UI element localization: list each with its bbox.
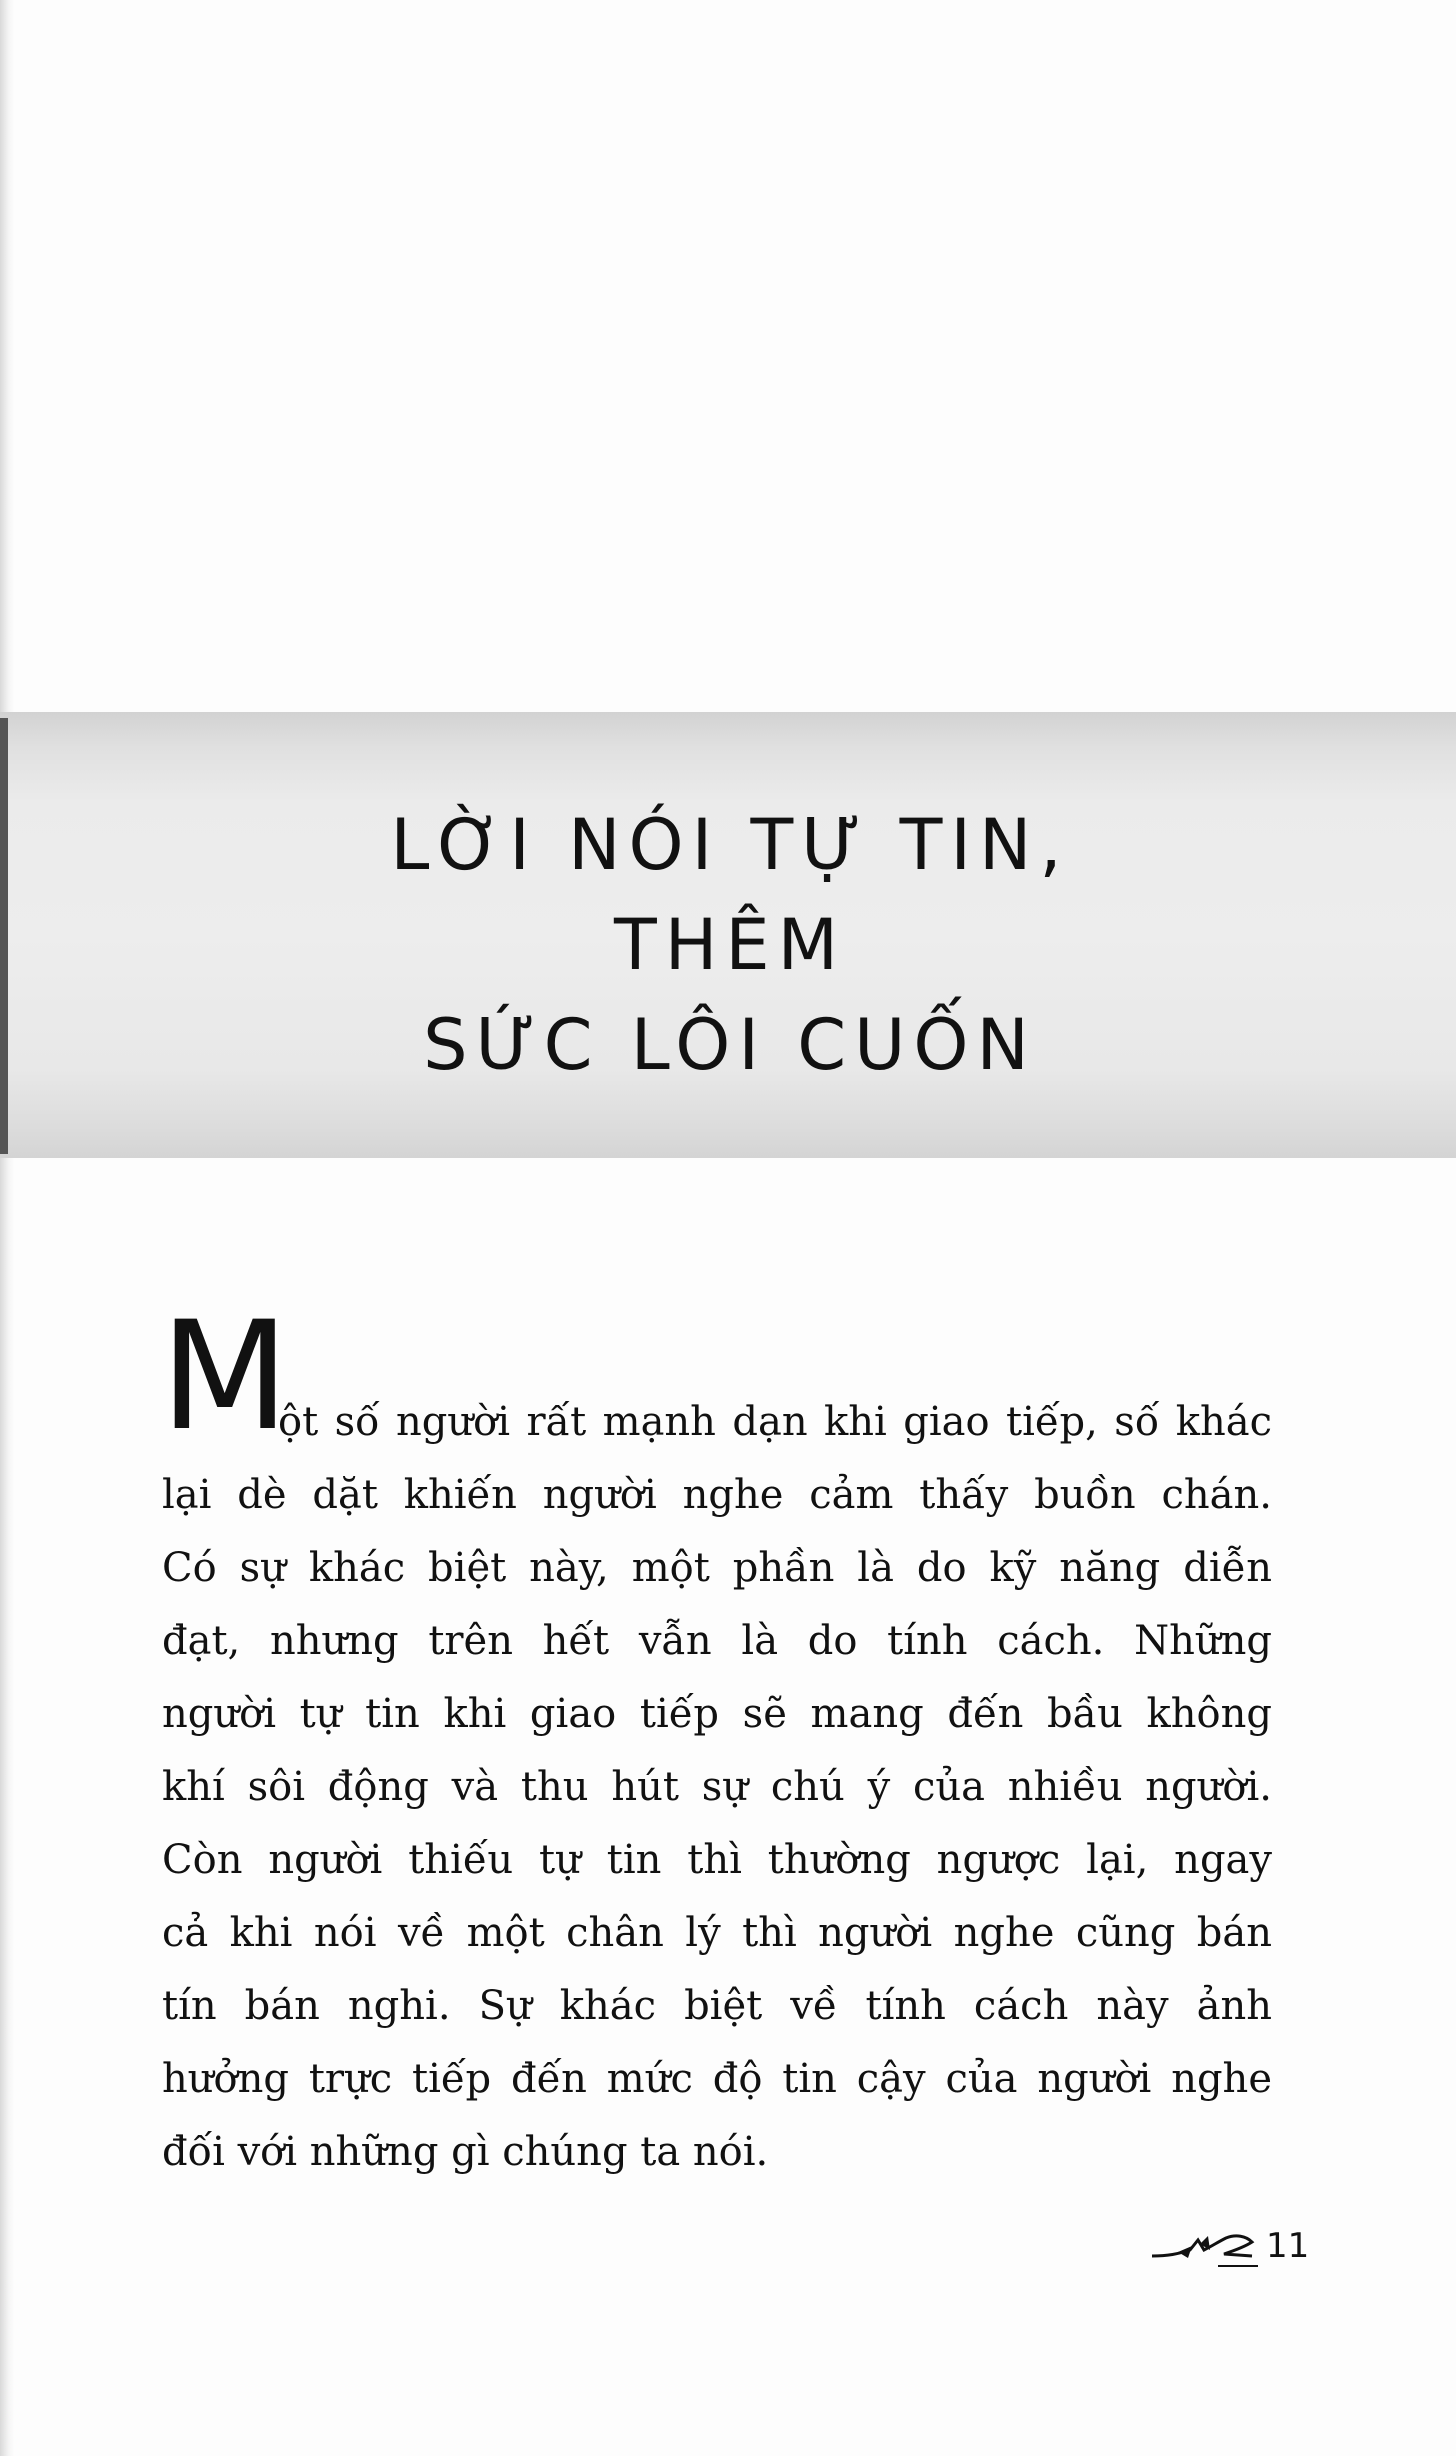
paragraph-line: cả khi nói về một chân lý thì người nghe cũng bán xyxy=(162,1910,1272,1956)
title-band-edge-mark xyxy=(0,718,8,1154)
chapter-title-line-3: SỨC LÔI CUỐN xyxy=(423,1004,1037,1086)
page-edge-shadow xyxy=(0,0,14,2456)
paragraph-line: Có sự khác biệt này, một phần là do kỹ năng diễn xyxy=(162,1545,1272,1591)
paragraph-line: Còn người thiếu tự tin thì thường ngược lại, ngay xyxy=(162,1837,1272,1883)
chapter-title xyxy=(260,795,1200,1095)
paragraph-line: người tự tin khi giao tiếp sẽ mang đến bầu không xyxy=(162,1691,1272,1737)
chapter-title-line-1: LỜI NÓI TỰ TIN, xyxy=(390,804,1070,886)
paragraph-line: lại dè dặt khiến người nghe cảm thấy buồn chán. xyxy=(162,1472,1272,1518)
paragraph-line-last: đối với những gì chúng ta nói. xyxy=(162,2129,769,2175)
paragraph-line: tín bán nghi. Sự khác biệt về tính cách này ảnh xyxy=(162,1983,1272,2029)
paragraph-body xyxy=(162,1459,1272,2189)
paragraph-line: khí sôi động và thu hút sự chú ý của nhiều người. xyxy=(162,1764,1272,1810)
page-number: 11 xyxy=(1266,2226,1310,2266)
paragraph-first-line: ột số người rất mạnh dạn khi giao tiếp, số khác xyxy=(278,1399,1272,1445)
feather-flourish-icon xyxy=(1148,2226,1258,2270)
chapter-title-line-2: THÊM xyxy=(613,904,847,986)
paragraph-line: đạt, nhưng trên hết vẫn là do tính cách. Những xyxy=(162,1618,1272,1664)
drop-cap: M xyxy=(160,1290,290,1464)
paragraph-line: hưởng trực tiếp đến mức độ tin cậy của người nghe xyxy=(162,2056,1272,2102)
